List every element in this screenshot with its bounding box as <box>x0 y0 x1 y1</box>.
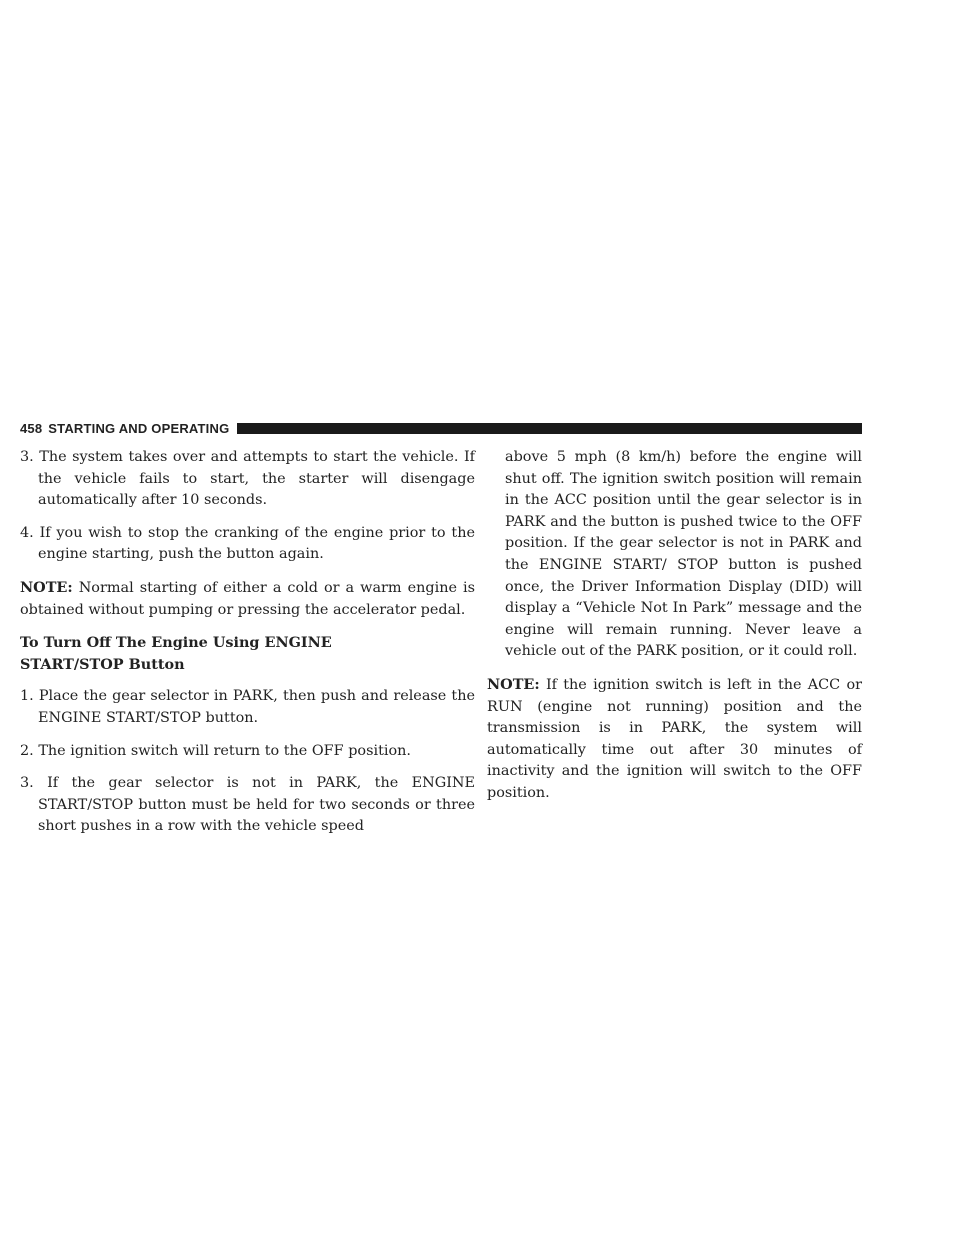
note-text: If the ignition switch is left in the ACC or RUN (engine not running) position and the transmission is in PARK, the system will automatically time out after 30 minutes of inactivity and the ignition will switch to the OFF position. <box>487 676 863 801</box>
note-label: NOTE: <box>20 578 73 596</box>
heading-line-2: START/STOP Button <box>20 655 185 673</box>
page-number: 458 <box>20 420 43 436</box>
step-item-3 <box>20 773 475 838</box>
step-item-2 <box>20 741 475 763</box>
step-number: 3. <box>20 775 34 792</box>
note-paragraph <box>20 577 475 621</box>
list-item-number: 3. <box>20 449 34 465</box>
note-paragraph <box>487 674 862 805</box>
step-text: Place the gear selector in PARK, then push and release the ENGINE START/STOP button. <box>38 688 475 726</box>
note-label: NOTE: <box>487 675 540 693</box>
list-item-3 <box>20 447 475 512</box>
left-column <box>20 447 475 849</box>
step-text: If the gear selector is not in PARK, the ENGINE START/STOP button must be held for two seconds or three short pushes in a row with the vehicle speed <box>38 775 475 835</box>
step-number: 2. <box>20 742 34 759</box>
section-title: STARTING AND OPERATING <box>48 420 230 436</box>
subsection-heading <box>20 632 475 675</box>
step-text: The ignition switch will return to the OFF position. <box>38 742 411 759</box>
header-rule-bar <box>237 423 862 434</box>
list-item-number: 4. <box>20 524 34 541</box>
list-item-4 <box>20 523 475 566</box>
right-column <box>487 447 862 816</box>
page-header <box>20 418 862 438</box>
step-number: 1. <box>20 688 34 705</box>
heading-line-1: To Turn Off The Engine Using ENGINE <box>20 634 332 652</box>
note-text: Normal starting of either a cold or a warm engine is obtained without pumping or pressing the accelerator pedal. <box>20 579 475 618</box>
list-item-text: The system takes over and attempts to start the vehicle. If the vehicle fails to start, the starter will disengage automatically after 10 seconds. <box>38 449 475 509</box>
step-item-1 <box>20 686 475 729</box>
list-item-text: If you wish to stop the cranking of the engine prior to the engine starting, push the button again. <box>38 524 475 563</box>
step-item-3-continued: above 5 mph (8 km/h) before the engine will shut off. The ignition switch position will remain in the ACC position until the gear selector is in PARK and the button is pushed twice to the OFF position. If the gear selector is not in PARK and the ENGINE START/ STOP button is pushed once, the Driver Information Display (DID) will display a “Vehicle Not In Park” message and the engine will remain running. Never leave a vehicle out of the PARK position, or it could roll. <box>505 449 862 660</box>
